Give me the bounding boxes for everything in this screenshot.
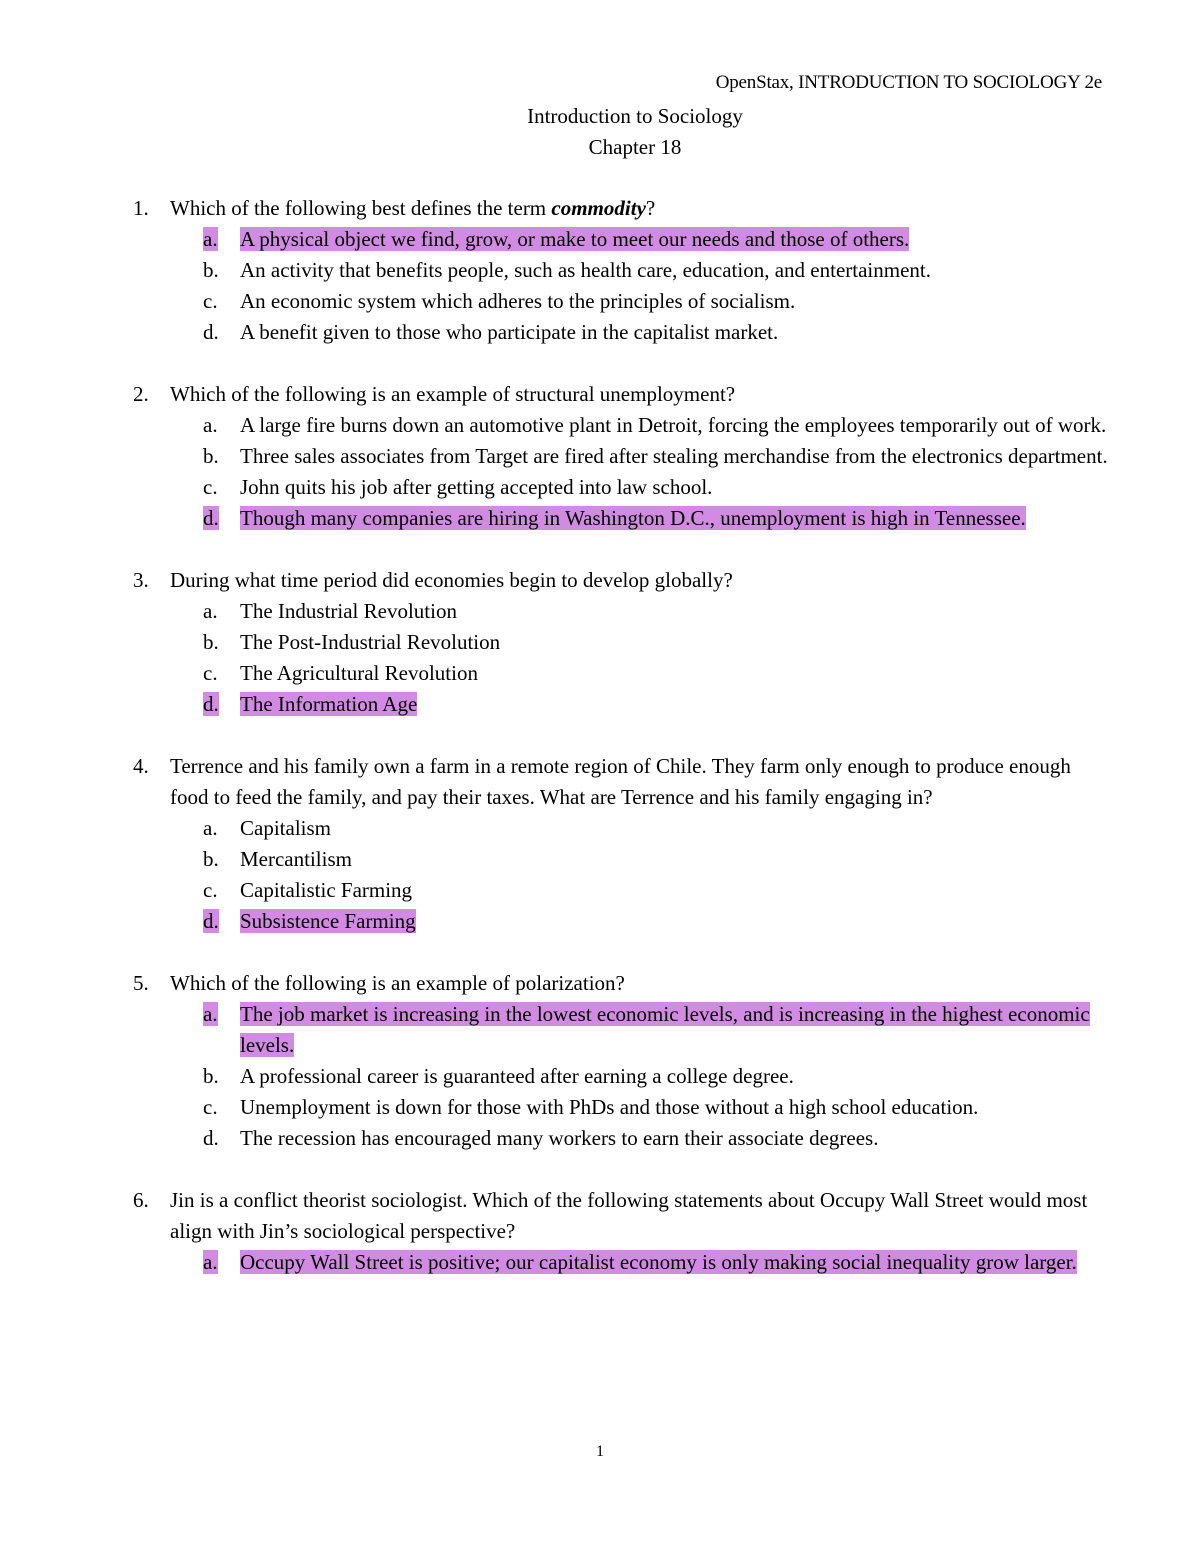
question-text-part: ?	[645, 196, 656, 220]
option-letter-text: d.	[203, 506, 219, 530]
option-letter-text: b.	[203, 847, 219, 871]
option-text	[240, 472, 1113, 503]
question-stem	[133, 565, 1113, 596]
option-letter	[203, 317, 240, 348]
question-list	[133, 193, 1113, 1309]
question-text-part: Which of the following best defines the term	[170, 196, 552, 220]
answer-option	[133, 286, 1113, 317]
question-number: 4.	[133, 754, 149, 778]
answer-option-highlighted	[133, 689, 1113, 720]
option-letter-text: a.	[203, 1250, 218, 1274]
question-term: commodity	[551, 196, 646, 220]
option-text-content: The recession has encouraged many workers to earn their associate degrees.	[240, 1126, 879, 1150]
option-letter-text: a.	[203, 227, 218, 251]
option-letter	[203, 1123, 240, 1154]
option-text-content: The Industrial Revolution	[240, 599, 457, 623]
option-text-content: The Agricultural Revolution	[240, 661, 478, 685]
option-letter	[203, 627, 240, 658]
answer-option	[133, 658, 1113, 689]
option-text-content: John quits his job after getting accepted into law school.	[240, 475, 713, 499]
option-letter-text: c.	[203, 1095, 218, 1119]
question-number: 5.	[133, 971, 149, 995]
option-text	[240, 317, 1113, 348]
answer-option	[133, 596, 1113, 627]
question-number: 3.	[133, 568, 149, 592]
option-letter-text: d.	[203, 1126, 219, 1150]
question-text	[170, 968, 1113, 999]
option-text-content: A professional career is guaranteed after earning a college degree.	[240, 1064, 794, 1088]
option-text	[240, 875, 1113, 906]
option-letter-text: d.	[203, 320, 219, 344]
question-text-part: During what time period did economies begin to develop globally?	[170, 568, 733, 592]
option-letter	[203, 410, 240, 441]
answer-option	[133, 844, 1113, 875]
option-text	[240, 658, 1113, 689]
option-letter	[203, 689, 240, 720]
question-stem	[133, 1185, 1113, 1247]
option-text	[240, 627, 1113, 658]
option-letter	[203, 286, 240, 317]
answer-options	[133, 410, 1113, 534]
option-text-content: Mercantilism	[240, 847, 352, 871]
question-number: 2.	[133, 382, 149, 406]
question-text-part: Jin is a conflict theorist sociologist. Which of the following statements about Occupy Wall Street would most align with Jin’s sociological perspective?	[170, 1188, 1088, 1243]
answer-options	[133, 1247, 1113, 1278]
option-text	[240, 1061, 1113, 1092]
answer-options	[133, 596, 1113, 720]
option-letter	[203, 1247, 240, 1278]
option-text-content: A benefit given to those who participate in the capitalist market.	[240, 320, 779, 344]
question-text-part: Which of the following is an example of structural unemployment?	[170, 382, 736, 406]
option-text	[240, 286, 1113, 317]
answer-option-highlighted	[133, 906, 1113, 937]
question-text	[170, 1185, 1113, 1247]
option-text-content: A large fire burns down an automotive plant in Detroit, forcing the employees temporarily out of work.	[240, 413, 1107, 437]
answer-option	[133, 255, 1113, 286]
question-text-part: Terrence and his family own a farm in a remote region of Chile. They farm only enough to produce enough food to feed the family, and pay their taxes. What are Terrence and his family engaging in?	[170, 754, 1071, 809]
answer-option	[133, 410, 1113, 441]
question-stem	[133, 751, 1113, 813]
answer-option	[133, 875, 1113, 906]
option-text-content: A physical object we find, grow, or make to meet our needs and those of others.	[240, 227, 910, 251]
option-text	[240, 503, 1113, 534]
chapter-title: Chapter 18	[588, 135, 682, 159]
option-letter	[203, 658, 240, 689]
option-text	[240, 999, 1113, 1061]
option-letter	[203, 875, 240, 906]
option-text	[240, 410, 1113, 441]
option-text	[240, 1092, 1113, 1123]
question-6	[133, 1185, 1113, 1278]
option-text-content: Three sales associates from Target are fired after stealing merchandise from the electronics department.	[240, 444, 1108, 468]
option-text-content: Occupy Wall Street is positive; our capitalist economy is only making social inequality grow larger.	[240, 1250, 1077, 1274]
answer-option	[133, 1061, 1113, 1092]
option-text-content: Capitalism	[240, 816, 331, 840]
question-1	[133, 193, 1113, 348]
option-letter-text: c.	[203, 661, 218, 685]
option-text	[240, 596, 1113, 627]
option-letter	[203, 503, 240, 534]
answer-option-highlighted	[133, 999, 1113, 1061]
option-letter-text: a.	[203, 413, 218, 437]
answer-option	[133, 317, 1113, 348]
option-letter	[203, 844, 240, 875]
option-letter-text: c.	[203, 289, 218, 313]
option-text	[240, 1247, 1113, 1278]
option-letter-text: b.	[203, 1064, 219, 1088]
question-5	[133, 968, 1113, 1154]
document-title: Introduction to Sociology	[527, 104, 743, 128]
option-letter	[203, 224, 240, 255]
answer-option-highlighted	[133, 1247, 1113, 1278]
answer-option	[133, 1123, 1113, 1154]
option-letter	[203, 1092, 240, 1123]
option-text-content: Though many companies are hiring in Washington D.C., unemployment is high in Tennessee.	[240, 506, 1026, 530]
option-letter-text: b.	[203, 630, 219, 654]
option-letter-text: a.	[203, 599, 218, 623]
question-4	[133, 751, 1113, 937]
option-text-content: The Post-Industrial Revolution	[240, 630, 501, 654]
option-letter	[203, 255, 240, 286]
option-text	[240, 224, 1113, 255]
question-stem	[133, 193, 1113, 224]
option-letter	[203, 813, 240, 844]
option-text	[240, 255, 1113, 286]
option-letter	[203, 906, 240, 937]
answer-option	[133, 1092, 1113, 1123]
running-header: OpenStax, INTRODUCTION TO SOCIOLOGY 2e	[715, 72, 1102, 93]
question-3	[133, 565, 1113, 720]
answer-option	[133, 813, 1113, 844]
option-letter	[203, 472, 240, 503]
answer-option-highlighted	[133, 503, 1113, 534]
option-text-content: An economic system which adheres to the principles of socialism.	[240, 289, 796, 313]
question-text	[170, 751, 1113, 813]
question-stem	[133, 968, 1113, 999]
option-text	[240, 441, 1113, 472]
answer-option-highlighted	[133, 224, 1113, 255]
option-letter	[203, 596, 240, 627]
option-text	[240, 813, 1113, 844]
option-text-content: Unemployment is down for those with PhDs and those without a high school education.	[240, 1095, 979, 1119]
answer-options	[133, 224, 1113, 348]
question-number: 6.	[133, 1188, 149, 1212]
option-letter-text: a.	[203, 1002, 218, 1026]
option-letter	[203, 441, 240, 472]
answer-option	[133, 472, 1113, 503]
option-text	[240, 844, 1113, 875]
question-stem	[133, 379, 1113, 410]
option-letter-text: a.	[203, 816, 218, 840]
option-text-content: The job market is increasing in the lowest economic levels, and is increasing in the highest economic levels.	[240, 1002, 1090, 1057]
question-2	[133, 379, 1113, 534]
answer-options	[133, 999, 1113, 1154]
answer-option	[133, 441, 1113, 472]
page-number: 1	[596, 1443, 604, 1460]
option-letter-text: d.	[203, 692, 219, 716]
option-text	[240, 906, 1113, 937]
question-text	[170, 565, 1113, 596]
option-letter-text: c.	[203, 475, 218, 499]
option-letter-text: d.	[203, 909, 219, 933]
option-text	[240, 689, 1113, 720]
option-text-content: Capitalistic Farming	[240, 878, 413, 902]
question-text	[170, 193, 1113, 224]
option-text-content: The Information Age	[240, 692, 418, 716]
question-text-part: Which of the following is an example of polarization?	[170, 971, 625, 995]
answer-options	[133, 813, 1113, 937]
option-letter-text: b.	[203, 444, 219, 468]
option-text	[240, 1123, 1113, 1154]
question-number: 1.	[133, 196, 149, 220]
option-letter-text: c.	[203, 878, 218, 902]
question-text	[170, 379, 1113, 410]
option-letter	[203, 1061, 240, 1092]
option-text-content: Subsistence Farming	[240, 909, 416, 933]
option-letter-text: b.	[203, 258, 219, 282]
option-letter	[203, 999, 240, 1061]
answer-option	[133, 627, 1113, 658]
title-block	[0, 101, 1200, 163]
option-text-content: An activity that benefits people, such as health care, education, and entertainment.	[240, 258, 931, 282]
